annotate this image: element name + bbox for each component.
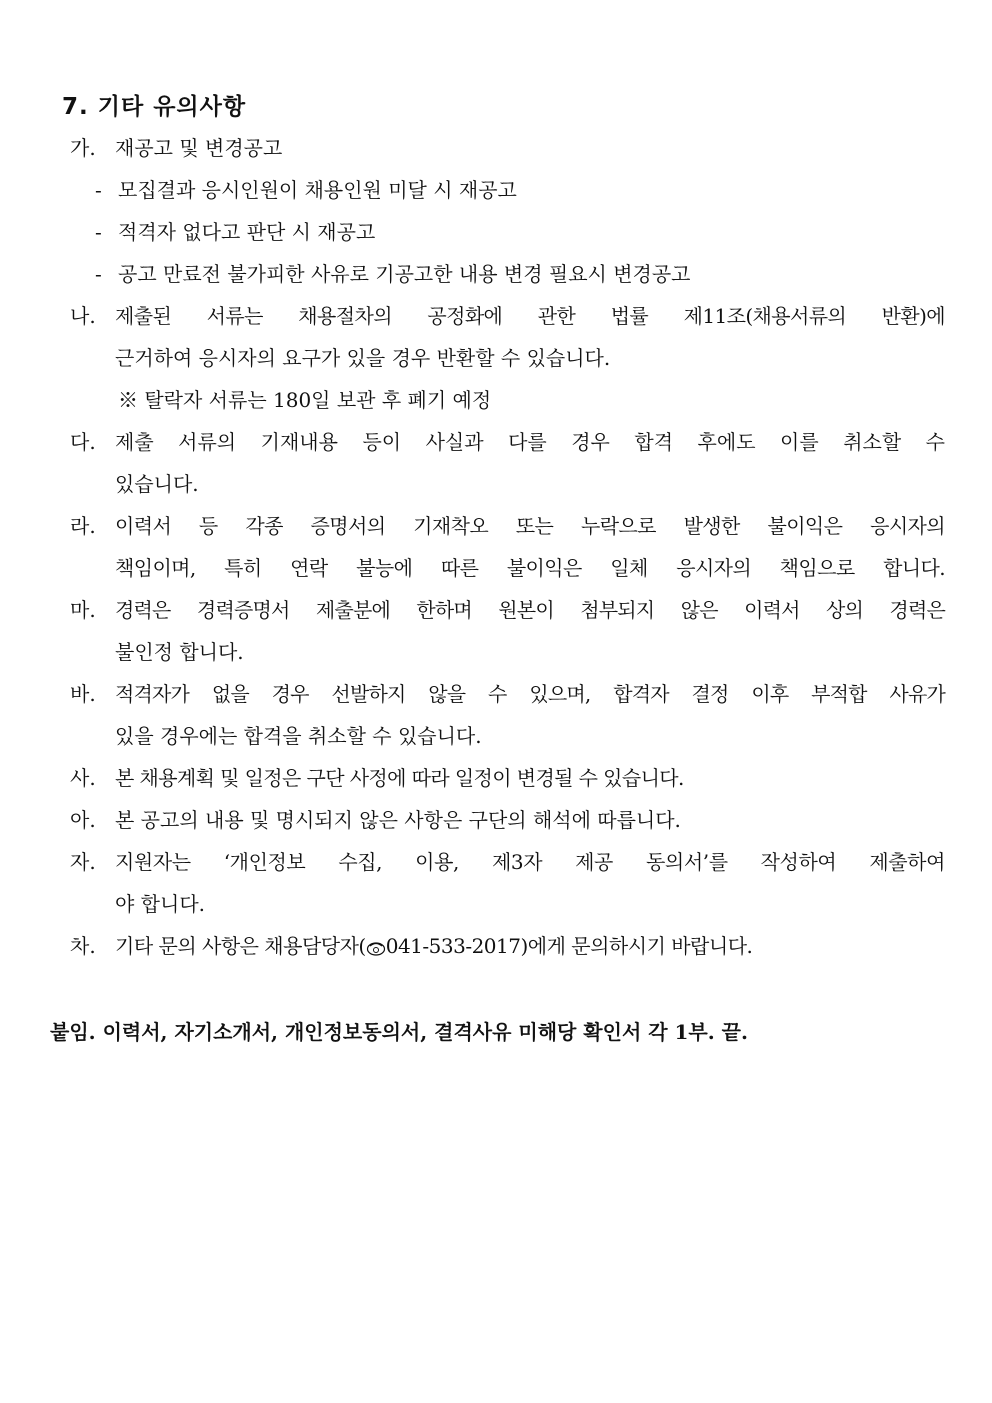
item-ma-line1: 경력은 경력증명서 제출분에 한하며 원본이 첨부되지 않은 이력서 상의 경력은	[115, 598, 945, 622]
dash-marker: -	[95, 262, 102, 286]
item-marker-cha: 차.	[70, 934, 96, 958]
item-ra-line2: 책임이며, 특히 연락 불능에 따른 불이익은 일체 응시자의 책임으로 합니다.	[115, 556, 945, 580]
item-marker-ma: 마.	[70, 598, 96, 622]
item-na-note: ※ 탈락자 서류는 180일 보관 후 폐기 예정	[118, 388, 492, 412]
sub-item-2: 적격자 없다고 판단 시 재공고	[118, 220, 376, 244]
item-na-line2: 근거하여 응시자의 요구가 있을 경우 반환할 수 있습니다.	[115, 346, 611, 370]
dash-marker: -	[95, 220, 102, 244]
item-na-line1: 제출된 서류는 채용절차의 공정화에 관한 법률 제11조(채용서류의 반환)에	[115, 304, 945, 328]
item-marker-ra: 라.	[70, 514, 96, 538]
sub-item-1: 모집결과 응시인원이 채용인원 미달 시 재공고	[118, 178, 517, 202]
item-ja-line2: 야 합니다.	[115, 892, 205, 916]
item-marker-ba: 바.	[70, 682, 96, 706]
cha-text-before: 기타 문의 사항은 채용담당자(	[115, 934, 366, 958]
item-marker-da: 다.	[70, 430, 96, 454]
dash-marker: -	[95, 178, 102, 202]
item-marker-a: 아.	[70, 808, 96, 832]
item-ba-line2: 있을 경우에는 합격을 취소할 수 있습니다.	[115, 724, 482, 748]
item-da-line2: 있습니다.	[115, 472, 199, 496]
item-ga-text: 재공고 및 변경공고	[115, 136, 283, 160]
item-marker-sa: 사.	[70, 766, 96, 790]
cha-text-after: )에게 문의하시기 바랍니다.	[520, 934, 753, 958]
sub-item-3: 공고 만료전 불가피한 사유로 기공고한 내용 변경 필요시 변경공고	[118, 262, 691, 286]
item-ba-line1: 적격자가 없을 경우 선발하지 않을 수 있으며, 합격자 결정 이후 부적합 사유가	[115, 682, 945, 706]
item-ra-line1: 이력서 등 각종 증명서의 기재착오 또는 누락으로 발생한 불이익은 응시자의	[115, 514, 945, 538]
telephone-icon	[366, 935, 386, 963]
section-title: 7. 기타 유의사항	[62, 94, 247, 120]
attachment-note: 붙임. 이력서, 자기소개서, 개인정보동의서, 결격사유 미해당 확인서 각 1부. 끝.	[50, 1020, 748, 1044]
item-ma-line2: 불인정 합니다.	[115, 640, 244, 664]
item-cha-text	[115, 932, 752, 963]
item-sa-text: 본 채용계획 및 일정은 구단 사정에 따라 일정이 변경될 수 있습니다.	[115, 766, 684, 790]
phone-number: 041-533-2017	[385, 934, 521, 958]
item-marker-na: 나.	[70, 304, 96, 328]
item-da-line1: 제출 서류의 기재내용 등이 사실과 다를 경우 합격 후에도 이를 취소할 수	[115, 430, 945, 454]
item-marker-ga: 가.	[70, 136, 96, 160]
item-ja-line1: 지원자는 ‘개인정보 수집, 이용, 제3자 제공 동의서’를 작성하여 제출하여	[115, 850, 945, 874]
item-a-text: 본 공고의 내용 및 명시되지 않은 사항은 구단의 해석에 따릅니다.	[115, 808, 681, 832]
item-marker-ja: 자.	[70, 850, 96, 874]
